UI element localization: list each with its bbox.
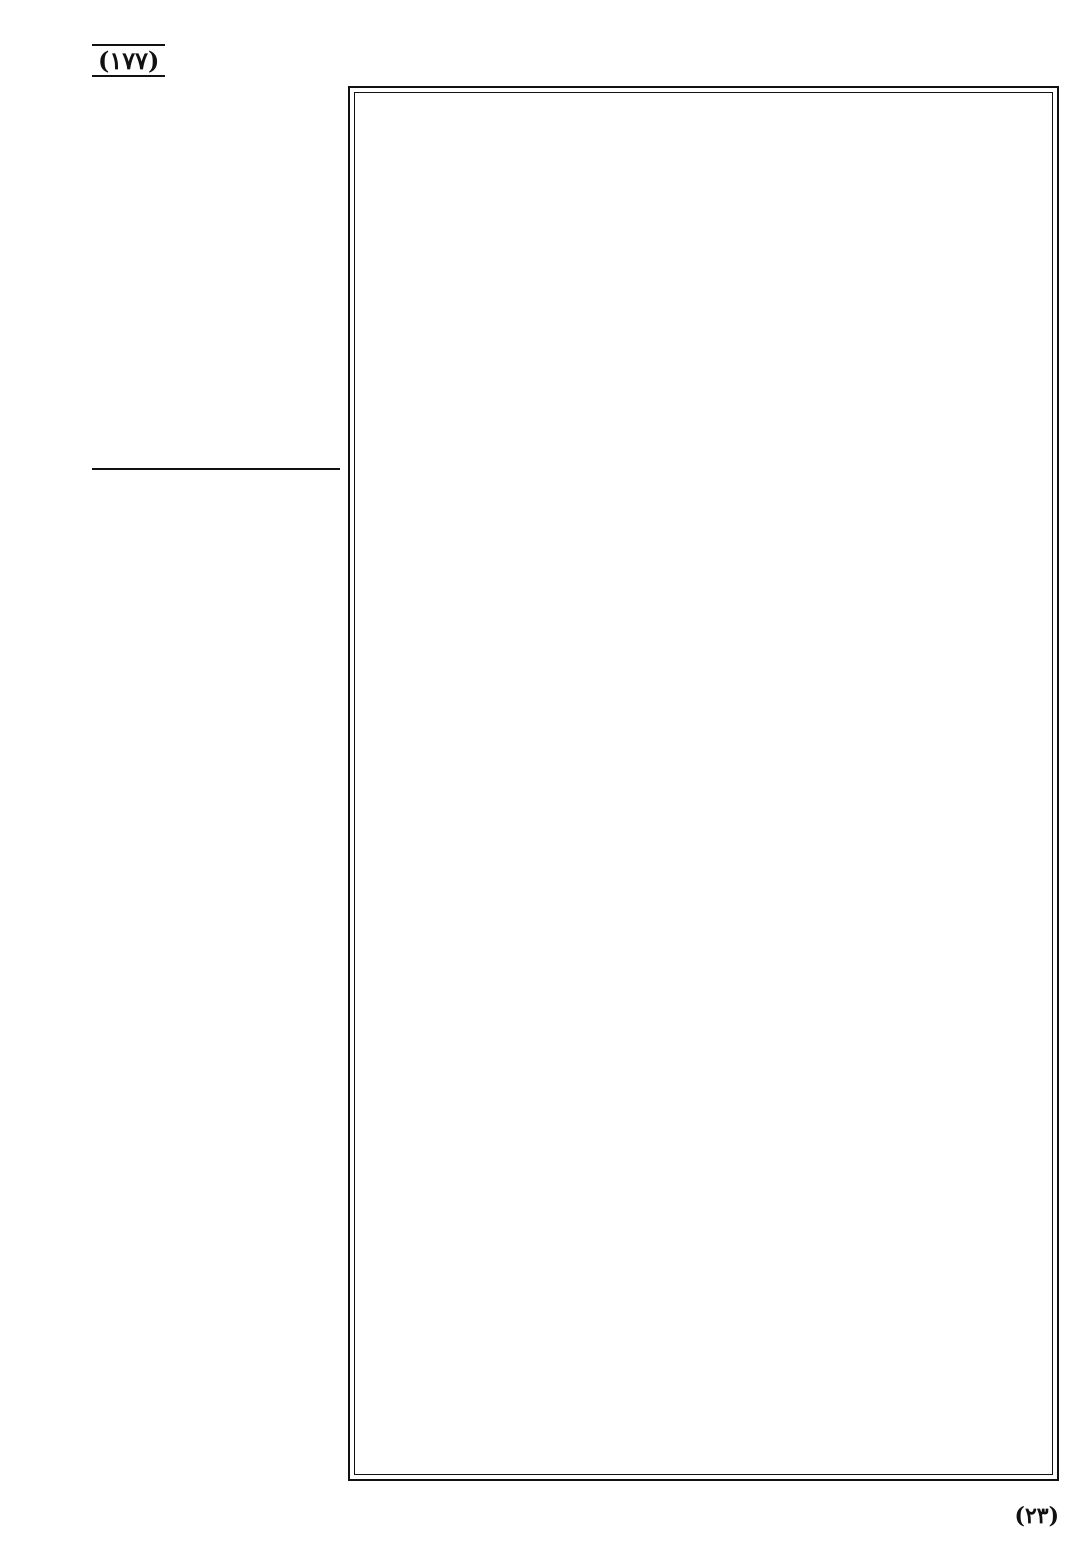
main-commentary-column	[362, 100, 1045, 1471]
page-number: (١٧٧)	[92, 44, 165, 77]
page-footer	[84, 1496, 1059, 1536]
page-header	[84, 38, 1059, 82]
side-column-hadith	[92, 86, 336, 466]
side-column-commentary	[92, 476, 336, 1488]
side-divider	[92, 468, 340, 470]
signature-number: (٢٣)	[1014, 1503, 1059, 1529]
main-commentary-frame	[348, 86, 1059, 1481]
